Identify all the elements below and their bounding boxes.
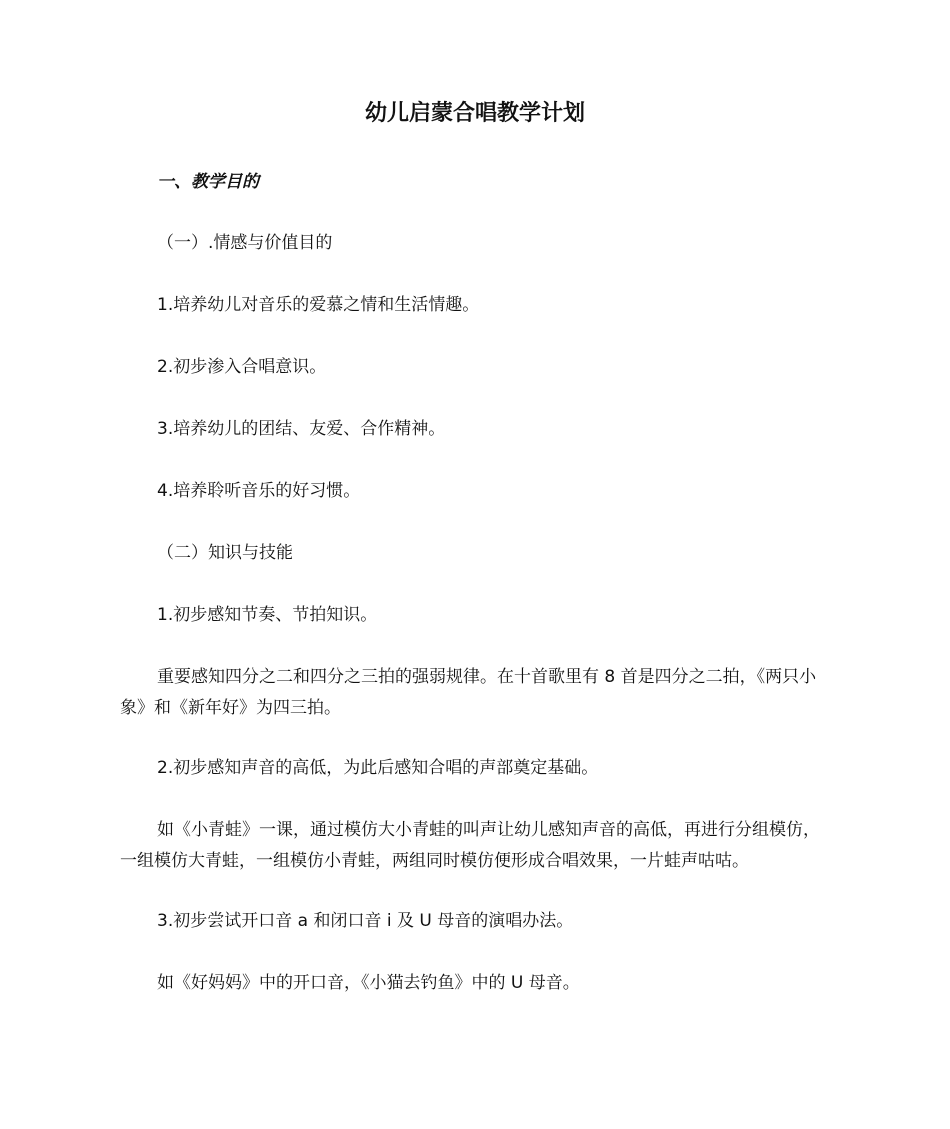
paragraph-item-3: 3.培养幼儿的团结、友爱、合作精神。 [157, 419, 446, 439]
paragraph-skill-2-detail: 如《小青蛙》一课，通过模仿大小青蛙的叫声让幼儿感知声音的高低，再进行分组模仿，一组模仿大青蛙，一组模仿小青蛙，两组同时模仿便形成合唱效果，一片蛙声咕咕。 [120, 820, 820, 871]
paragraph-skill-3: 3.初步尝试开口音 a 和闭口音 i 及 U 母音的演唱办法。 [157, 911, 574, 931]
paragraph-item-2: 2.初步渗入合唱意识。 [157, 357, 327, 377]
paragraph-skill-3-detail: 如《好妈妈》中的开口音，《小猫去钓鱼》中的 U 母音。 [157, 973, 580, 993]
paragraph-subheading-2: （二）知识与技能 [157, 543, 293, 563]
paragraph-skill-2: 2.初步感知声音的高低，为此后感知合唱的声部奠定基础。 [157, 758, 599, 778]
section-heading: 一、教学目的 [157, 172, 259, 192]
paragraph-skill-1-detail: 重要感知四分之二和四分之三拍的强弱规律。在十首歌里有 8 首是四分之二拍，《两只小象》和《新年好》为四三拍。 [120, 667, 817, 718]
paragraph-subheading-1: （一）.情感与价值目的 [157, 233, 333, 253]
paragraph-skill-1: 1.初步感知节奏、节拍知识。 [157, 605, 378, 625]
paragraph-item-4: 4.培养聆听音乐的好习惯。 [157, 481, 361, 501]
document-title: 幼儿启蒙合唱教学计划 [364, 101, 585, 126]
paragraph-item-1: 1.培养幼儿对音乐的爱慕之情和生活情趣。 [157, 295, 480, 315]
